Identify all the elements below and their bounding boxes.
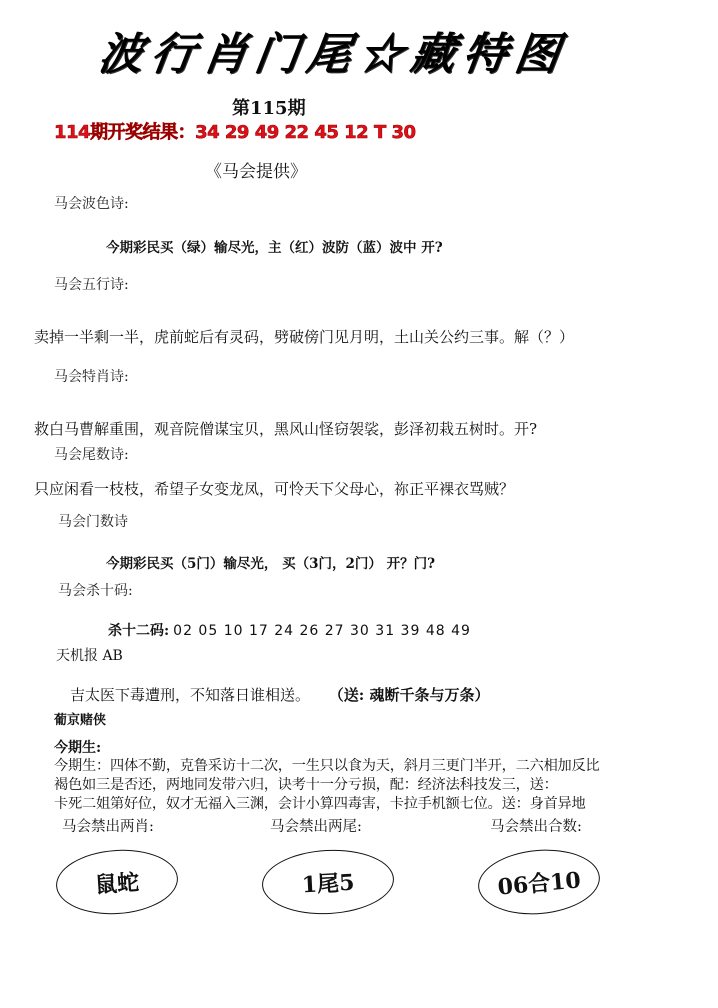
- jinqi-label: 今期生:: [54, 740, 102, 756]
- texiao-line: 救白马曹解重围，观音院僧谋宝贝，黑风山怪窃袈裟，彭泽初栽五树时。开?: [34, 420, 538, 438]
- weishu-line: 只应闲看一枝枝，希望子女变龙凤，可怜天下父母心，祢正平裸衣骂贼？: [34, 480, 515, 498]
- bose-label: 马会波色诗:: [54, 196, 129, 212]
- wuxing-label: 马会五行诗:: [54, 277, 129, 293]
- ban-sum-label: 马会禁出合数:: [490, 819, 582, 835]
- page-title: 波行肖门尾☆藏特图: [95, 29, 571, 80]
- putao-label: 葡京赌侠: [54, 713, 107, 728]
- sha-label: 马会杀十码:: [58, 583, 133, 599]
- last-draw-result: 114期开奖结果：34 29 49 22 45 12 T 30: [54, 122, 416, 143]
- tianji-line: [70, 684, 490, 705]
- jinqi-line-3: 卡死二姐第好位，奴才无福入三渊，会计小算四毒害，卡拉手机额七位。送：身首异地: [54, 796, 586, 812]
- issue-number: 第115期: [232, 98, 306, 119]
- jinqi-line-1: 今期生：四体不勤，克鲁采访十二次，一生只以食为天，斜月三更门半开，二六相加反比: [54, 758, 600, 774]
- tianji-label: 天机报 AB: [56, 648, 123, 664]
- tianji-text: 吉太医下毒遭刑，不知落日谁相送。: [70, 686, 311, 704]
- wuxing-line: 卖掉一半剩一半，虎前蛇后有灵码，劈破傍门见月明，土山关公约三事。解（？）: [34, 328, 575, 346]
- ban-sum-value: 06合10: [475, 845, 602, 919]
- jinqi-line-2: 褐色如三是否还，两地同发带六归，诀考十一分亏损，配：经济法科技发三，送：: [54, 777, 558, 793]
- menshu-label: 马会门数诗: [58, 514, 128, 530]
- weishu-label: 马会尾数诗:: [54, 447, 129, 463]
- texiao-label: 马会特肖诗:: [54, 369, 129, 385]
- ban-zodiac-value: 鼠蛇: [54, 846, 180, 918]
- provider-note: 《马会提供》: [205, 162, 307, 182]
- ban-tail-value: 1尾5: [260, 847, 395, 918]
- bose-line: 今期彩民买（绿）输尽光，主（红）波防（蓝）波中 开?: [106, 240, 443, 256]
- ban-zodiac-label: 马会禁出两肖:: [62, 819, 154, 835]
- sha-prefix: 杀十二码:: [108, 623, 170, 639]
- sha-numbers: 02 05 10 17 24 26 27 30 31 39 48 49: [173, 623, 471, 639]
- tianji-song: （送: 魂断千条与万条）: [328, 686, 490, 704]
- ban-tail-label: 马会禁出两尾:: [270, 819, 362, 835]
- sha-line: [108, 620, 471, 640]
- menshu-line: 今期彩民买（5门）输尽光， 买（3门，2门） 开？门?: [106, 556, 435, 572]
